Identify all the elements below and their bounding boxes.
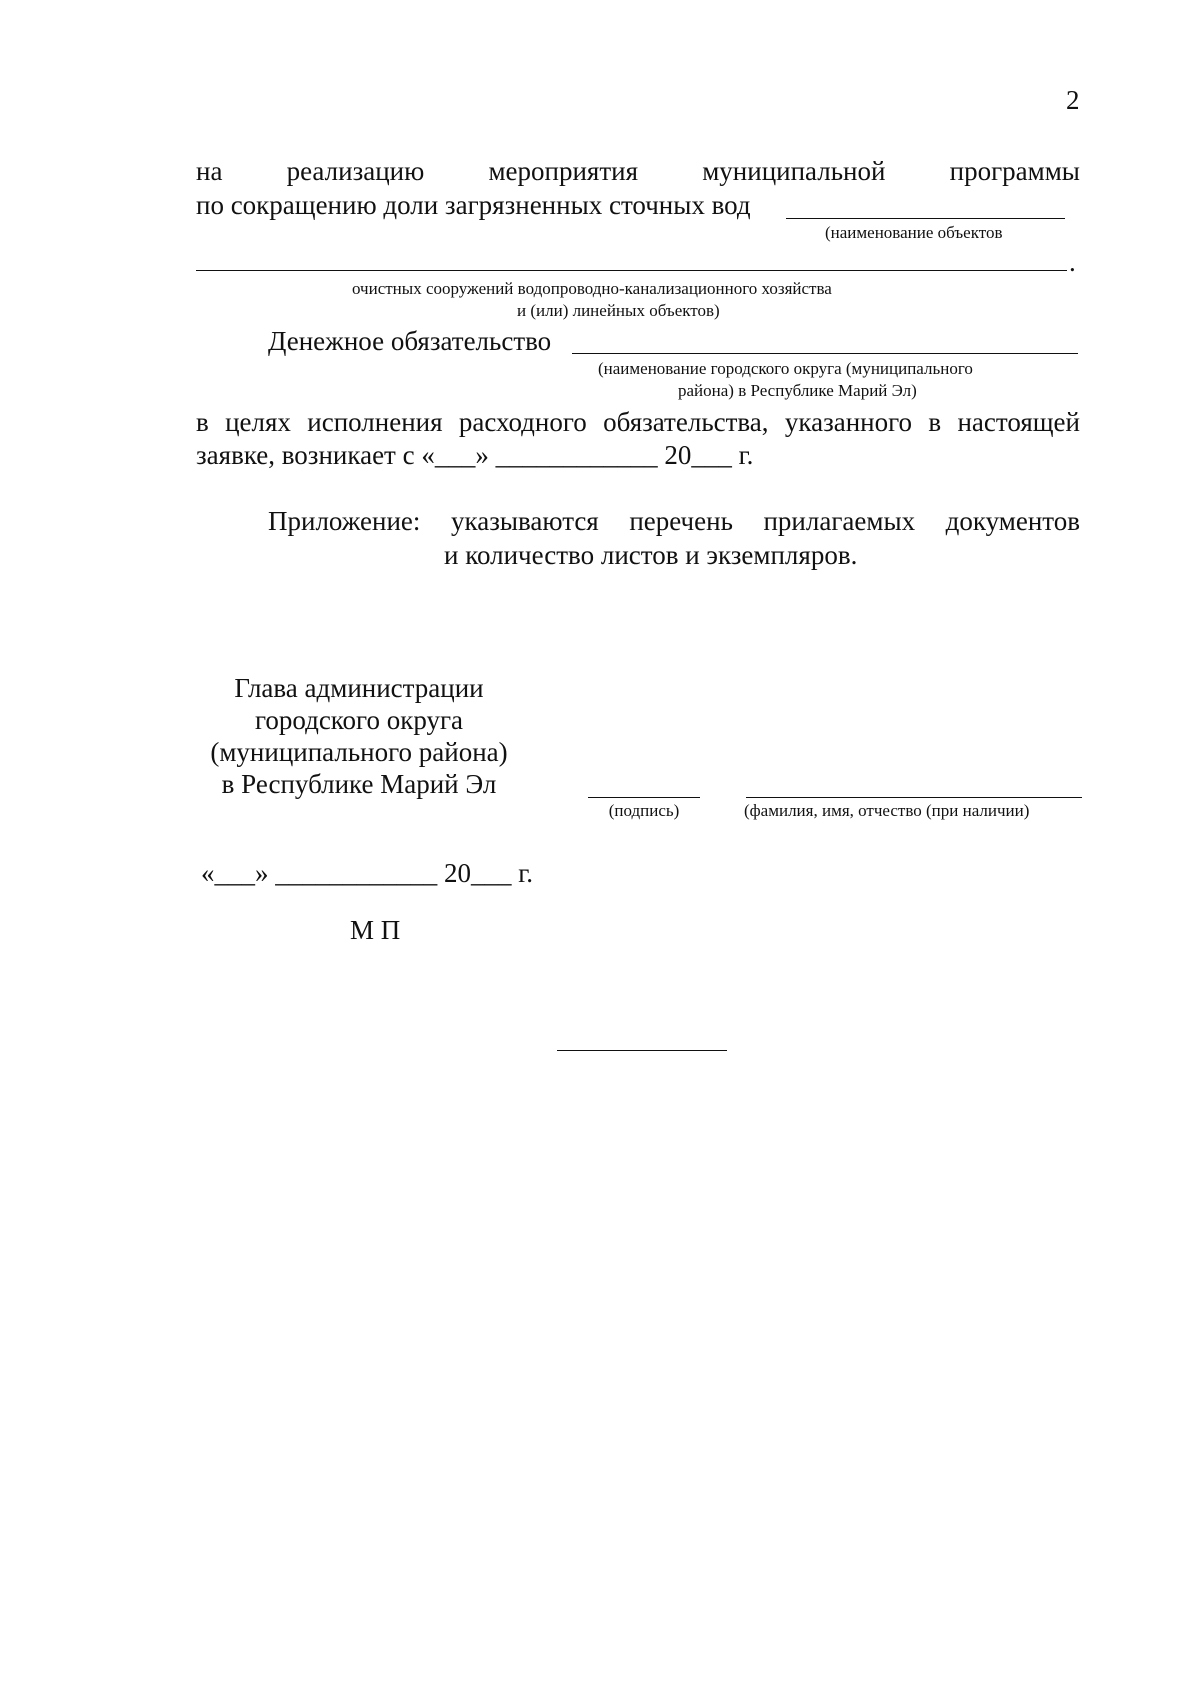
caption-objects-1: (наименование объектов bbox=[825, 223, 1003, 242]
head-title-line-4: в Республике Марий Эл bbox=[221, 769, 497, 799]
word: программы bbox=[949, 156, 1080, 186]
period: . bbox=[1069, 247, 1076, 277]
word: Приложение: bbox=[268, 506, 421, 536]
word: целях bbox=[225, 407, 291, 437]
caption-signature: (подпись) bbox=[608, 801, 680, 820]
page-number: 2 bbox=[1066, 85, 1080, 115]
word: реализацию bbox=[286, 156, 425, 186]
paragraph-date-line: заявке, возникает с «___» ____________ 20___ г. bbox=[196, 440, 754, 470]
paragraph-line-1 bbox=[196, 155, 1080, 187]
word: документов bbox=[945, 506, 1080, 536]
fill-in-line-district bbox=[572, 353, 1078, 354]
fill-in-line-objects-continued bbox=[196, 270, 1067, 271]
fio-line bbox=[746, 797, 1082, 798]
word: муниципальной bbox=[702, 156, 886, 186]
word: прилагаемых bbox=[763, 506, 916, 536]
head-title-line-1: Глава администрации bbox=[234, 673, 484, 703]
caption-objects-3: и (или) линейных объектов) bbox=[517, 301, 720, 320]
word: обязательства, bbox=[603, 407, 769, 437]
fill-in-line-objects bbox=[786, 218, 1065, 219]
word: в bbox=[196, 407, 209, 437]
end-separator-line bbox=[557, 1050, 727, 1051]
appendix-line-2: и количество листов и экземпляров. bbox=[444, 540, 858, 570]
caption-fio: (фамилия, имя, отчество (при наличии) bbox=[744, 801, 1030, 820]
word: исполнения bbox=[307, 407, 443, 437]
obligation-label: Денежное обязательство bbox=[268, 326, 552, 356]
word: указанного bbox=[784, 407, 913, 437]
appendix-line-1 bbox=[268, 505, 1080, 537]
word: указываются bbox=[451, 506, 599, 536]
word: на bbox=[196, 156, 223, 186]
word: перечень bbox=[629, 506, 733, 536]
stamp-label: М П bbox=[350, 915, 401, 945]
word: мероприятия bbox=[488, 156, 639, 186]
date-line: «___» ____________ 20___ г. bbox=[201, 858, 534, 888]
caption-objects-2: очистных сооружений водопроводно-канализационного хозяйства bbox=[352, 279, 832, 298]
head-title-line-3: (муниципального района) bbox=[210, 737, 508, 767]
caption-district-2: района) в Республике Марий Эл) bbox=[678, 381, 917, 400]
paragraph-goal-line bbox=[196, 406, 1080, 438]
signature-line bbox=[588, 797, 700, 798]
word: настоящей bbox=[957, 407, 1080, 437]
paragraph-line-2: по сокращению доли загрязненных сточных вод bbox=[196, 190, 751, 220]
word: расходного bbox=[458, 407, 587, 437]
caption-district-1: (наименование городского округа (муниципального bbox=[598, 359, 973, 378]
head-title-line-2: городского округа bbox=[254, 705, 464, 735]
word: в bbox=[928, 407, 942, 437]
